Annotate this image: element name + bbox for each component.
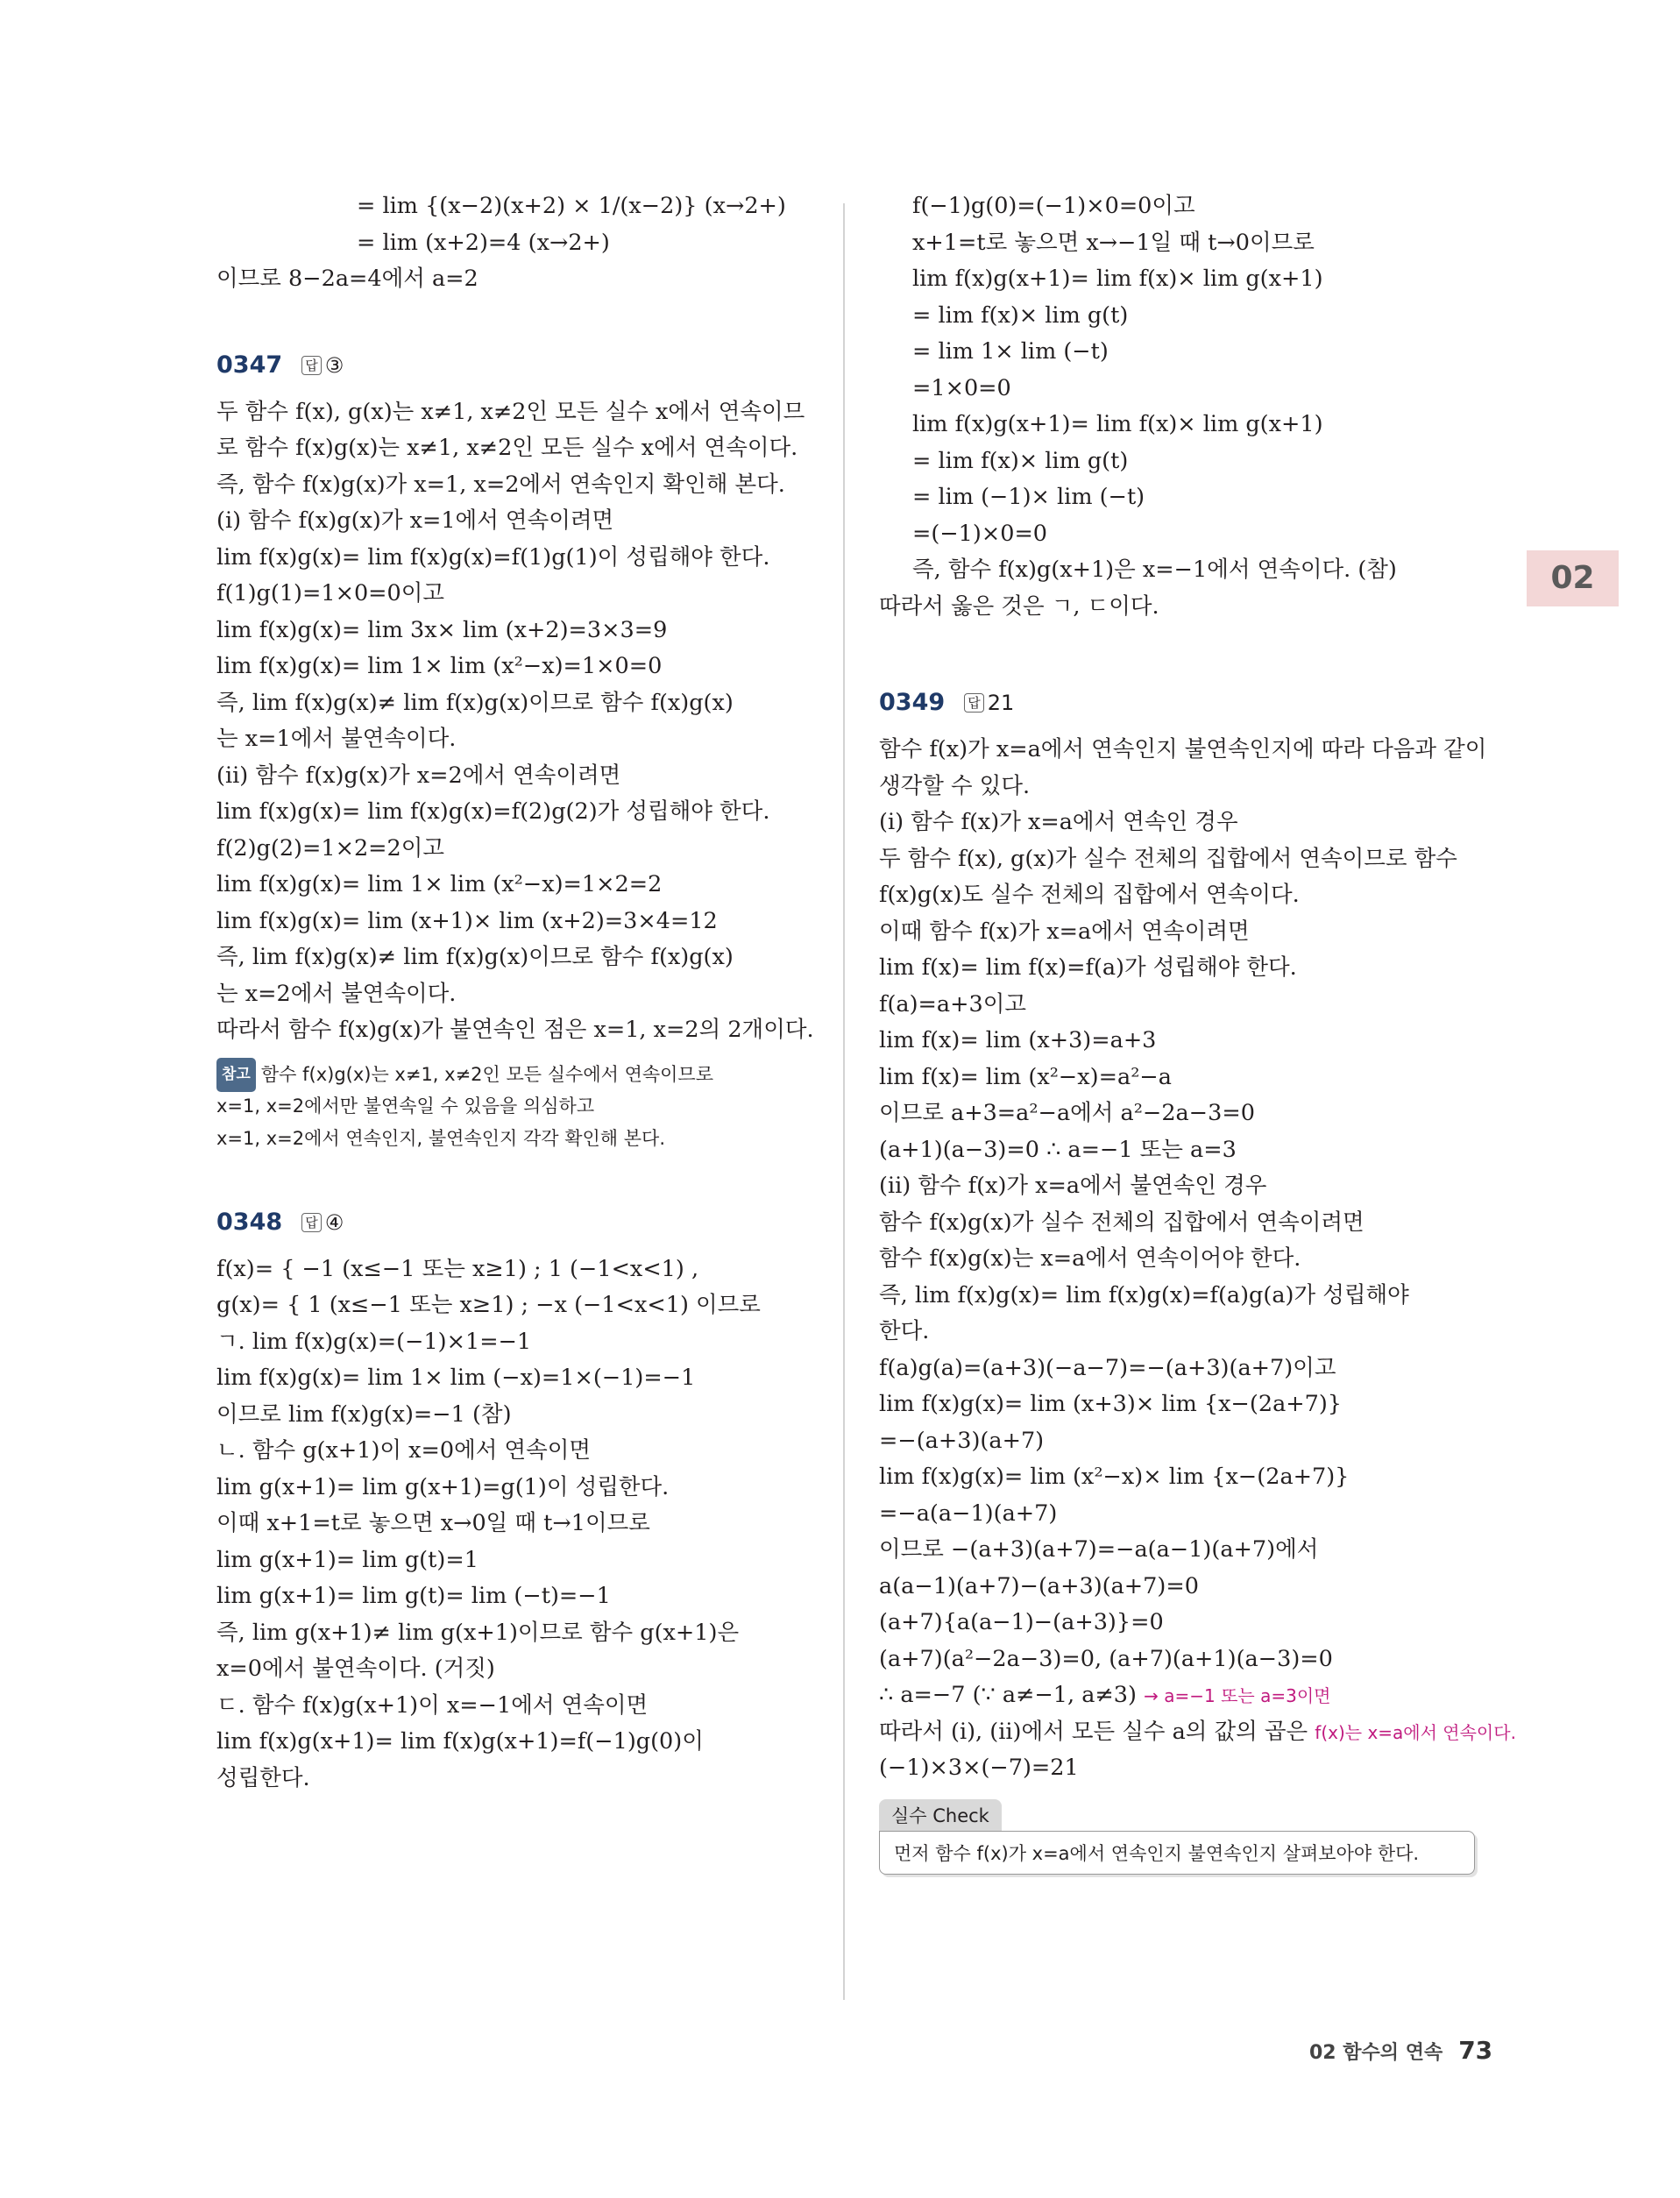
solution-line: lim f(x)g(x)= lim (x+1)× lim (x+2)=3×4=12	[216, 907, 718, 934]
note-line: 함수 f(x)g(x)는 x≠1, x≠2인 모든 실수에서 연속이므로	[260, 1063, 713, 1085]
solution-line: = lim {(x−2)(x+2) × 1/(x−2)} (x→2+)	[357, 193, 786, 219]
solution-line: lim g(x+1)= lim g(x+1)=g(1)이 성립한다.	[216, 1473, 670, 1500]
solution-line: 따라서 함수 f(x)g(x)가 불연속인 점은 x=1, x=2의 2개이다.	[216, 1017, 814, 1043]
solution-text: ∴ a=−7 (∵ a≠−1, a≠3)	[879, 1682, 1137, 1708]
problem-number: 0347	[216, 351, 283, 379]
check-text: 먼저 함수 f(x)가 x=a에서 연속인지 불연속인지 살펴보아야 한다.	[879, 1831, 1475, 1875]
solution-line: 는 x=2에서 불연속이다.	[216, 980, 457, 1007]
solution-line: a(a−1)(a+7)−(a+3)(a+7)=0	[879, 1572, 1199, 1599]
solution-line: = lim (−1)× lim (−t)	[912, 484, 1145, 510]
solution-line: 이때 함수 f(x)가 x=a에서 연속이려면	[879, 918, 1250, 945]
solution-line: f(a)g(a)=(a+3)(−a−7)=−(a+3)(a+7)이고	[879, 1354, 1336, 1381]
solution-line: lim f(x)g(x)= lim 1× lim (x²−x)=1×0=0	[216, 653, 663, 679]
solution-line: x=0에서 불연속이다. (거짓)	[216, 1656, 495, 1682]
solution-line: lim f(x)g(x)= lim (x²−x)× lim {x−(2a+7)}	[879, 1464, 1350, 1490]
solution-line: (a+7){a(a−1)−(a+3)}=0	[879, 1609, 1164, 1635]
solution-line: 함수 f(x)g(x)가 실수 전체의 집합에서 연속이려면	[879, 1209, 1365, 1236]
solution-0348-continued	[879, 188, 1475, 625]
solution-line: f(x)g(x)도 실수 전체의 집합에서 연속이다.	[879, 882, 1300, 908]
solution-line: = lim 1× lim (−t)	[912, 338, 1109, 365]
solution-line: 즉, lim g(x+1)≠ lim g(x+1)이므로 함수 g(x+1)은	[216, 1619, 740, 1646]
footer-chapter: 02 함수의 연속	[1309, 2042, 1443, 2064]
solution-line: 즉, lim f(x)g(x)≠ lim f(x)g(x)이므로 함수 f(x)g(x)	[216, 944, 734, 970]
solution-line: lim f(x)g(x)= lim f(x)g(x)=f(1)g(1)이 성립해야 한다.	[216, 543, 770, 571]
solution-line: 즉, lim f(x)g(x)= lim f(x)g(x)=f(a)g(a)가 성립해야	[879, 1281, 1409, 1308]
solution-line: (ⅰ) 함수 f(x)g(x)가 x=1에서 연속이려면	[216, 507, 614, 534]
solution-line: lim g(x+1)= lim g(t)= lim (−t)=−1	[216, 1583, 611, 1609]
page-number: 73	[1458, 2036, 1493, 2065]
solution-line: ㄷ. 함수 f(x)g(x+1)이 x=−1에서 연속이면	[216, 1691, 649, 1719]
solution-line: = lim (x+2)=4 (x→2+)	[357, 229, 610, 256]
solution-line: lim f(x)g(x)= lim (x+3)× lim {x−(2a+7)}	[879, 1391, 1343, 1417]
solution-line: f(2)g(2)=1×2=2이고	[216, 834, 445, 861]
answer-badge: 답	[301, 1213, 322, 1232]
solution-line: lim f(x)g(x+1)= lim f(x)× lim g(x+1)	[912, 411, 1323, 437]
chapter-tab: 02	[1527, 550, 1619, 606]
left-column	[216, 188, 821, 1797]
solution-line: lim g(x+1)= lim g(t)=1	[216, 1546, 478, 1573]
note-tag: 참고	[216, 1058, 256, 1092]
solution-line: x+1=t로 놓으면 x→−1일 때 t→0이므로	[912, 229, 1315, 256]
solution-line: f(1)g(1)=1×0=0이고	[216, 580, 445, 606]
check-label: 실수 Check	[879, 1799, 1002, 1831]
solution-line: lim f(x)g(x)= lim 1× lim (x²−x)=1×2=2	[216, 871, 663, 897]
reference-note	[216, 1058, 821, 1155]
answer-badge: 답	[301, 356, 322, 375]
solution-line: 는 x=1에서 불연속이다.	[216, 726, 457, 752]
answer	[964, 691, 1014, 715]
page-footer	[1309, 2036, 1492, 2065]
solution-line: 두 함수 f(x), g(x)는 x≠1, x≠2인 모든 실수 x에서 연속이므	[216, 398, 805, 425]
solution-line: lim f(x)g(x+1)= lim f(x)× lim g(x+1)	[912, 266, 1323, 292]
solution-line: g(x)= { 1 (x≤−1 또는 x≥1) ; −x (−1<x<1) 이므로	[216, 1292, 761, 1318]
problem-number: 0348	[216, 1208, 283, 1236]
solution-line: 한다.	[879, 1318, 930, 1344]
answer-badge: 답	[964, 693, 984, 713]
solution-line: (ⅱ) 함수 f(x)가 x=a에서 불연속인 경우	[879, 1173, 1267, 1199]
solution-0348	[216, 1251, 821, 1797]
solution-line: ㄴ. 함수 g(x+1)이 x=0에서 연속이면	[216, 1437, 592, 1464]
solution-0349	[879, 732, 1516, 1787]
solution-line: lim f(x)= lim (x+3)=a+3	[879, 1027, 1157, 1053]
solution-line: lim f(x)= lim f(x)=f(a)가 성립해야 한다.	[879, 954, 1297, 981]
solution-line: f(x)= { −1 (x≤−1 또는 x≥1) ; 1 (−1<x<1) ,	[216, 1255, 699, 1282]
solution-0347	[216, 394, 821, 1049]
problem-header-0348	[216, 1194, 821, 1251]
annotation: f(x)는 x=a에서 연속이다.	[1315, 1721, 1516, 1743]
solution-line: (a+1)(a−3)=0 ∴ a=−1 또는 a=3	[879, 1136, 1237, 1163]
problem-header-0347	[216, 337, 821, 394]
mistake-check-box	[879, 1799, 1475, 1875]
solution-line: =−a(a−1)(a+7)	[879, 1500, 1058, 1527]
answer-value: 21	[987, 691, 1015, 715]
answer-value: ③	[324, 352, 344, 378]
solution-line: 생각할 수 있다.	[879, 772, 1031, 799]
solution-line: 이므로 −(a+3)(a+7)=−a(a−1)(a+7)에서	[879, 1536, 1319, 1563]
solution-line: 이므로 a+3=a²−a에서 a²−2a−3=0	[879, 1100, 1255, 1126]
solution-line: f(−1)g(0)=(−1)×0=0이고	[912, 193, 1195, 219]
note-line: x=1, x=2에서 연속인지, 불연속인지 각각 확인해 본다.	[216, 1127, 665, 1149]
solution-line: (ⅰ) 함수 f(x)가 x=a에서 연속인 경우	[879, 809, 1238, 835]
problem-number: 0349	[879, 689, 946, 716]
solution-line: = lim f(x)× lim g(t)	[912, 447, 1129, 474]
answer	[301, 353, 344, 378]
problem-header-0349	[879, 674, 1475, 732]
solution-line: lim f(x)g(x)= lim f(x)g(x)=f(2)g(2)가 성립해야 한다.	[216, 798, 770, 825]
solution-line: 이므로 8−2a=4에서 a=2	[216, 266, 478, 292]
solution-line: (ⅱ) 함수 f(x)g(x)가 x=2에서 연속이려면	[216, 762, 621, 789]
solution-line	[879, 1714, 1516, 1751]
solution-line: lim f(x)g(x+1)= lim f(x)g(x+1)=f(−1)g(0)이	[216, 1728, 704, 1755]
solution-line: 이때 x+1=t로 놓으면 x→0일 때 t→1이므로	[216, 1510, 650, 1536]
solution-line: 즉, 함수 f(x)g(x)가 x=1, x=2에서 연속인지 확인해 본다.	[216, 471, 785, 498]
column-divider	[843, 203, 845, 2000]
solution-line: ㄱ. lim f(x)g(x)=(−1)×1=−1	[216, 1328, 532, 1355]
solution-line: (a+7)(a²−2a−3)=0, (a+7)(a+1)(a−3)=0	[879, 1645, 1333, 1672]
solution-line: 함수 f(x)g(x)는 x=a에서 연속이어야 한다.	[879, 1245, 1301, 1272]
solution-line: =(−1)×0=0	[912, 520, 1048, 547]
solution-line: lim f(x)= lim (x²−x)=a²−a	[879, 1063, 1172, 1090]
solution-line: 로 함수 f(x)g(x)는 x≠1, x≠2인 모든 실수 x에서 연속이다.	[216, 435, 798, 461]
solution-line: (−1)×3×(−7)=21	[879, 1755, 1079, 1781]
solution-line: 함수 f(x)가 x=a에서 연속인지 불연속인지에 따라 다음과 같이	[879, 736, 1487, 762]
answer	[301, 1210, 344, 1235]
solution-line	[879, 1677, 1475, 1714]
right-column	[879, 188, 1516, 1875]
solution-line: = lim f(x)× lim g(t)	[912, 301, 1129, 329]
solution-line: f(a)=a+3이고	[879, 990, 1026, 1017]
note-line: x=1, x=2에서만 불연속일 수 있음을 의심하고	[216, 1095, 595, 1117]
annotation: → a=−1 또는 a=3이면	[1144, 1685, 1331, 1706]
solution-line: 즉, 함수 f(x)g(x+1)은 x=−1에서 연속이다. (참)	[912, 557, 1397, 583]
answer-value: ④	[324, 1209, 344, 1235]
solution-line: =−(a+3)(a+7)	[879, 1427, 1045, 1454]
solution-line: =1×0=0	[912, 374, 1011, 401]
solution-line: lim f(x)g(x)= lim 3x× lim (x+2)=3×3=9	[216, 616, 668, 643]
solution-line: lim f(x)g(x)= lim 1× lim (−x)=1×(−1)=−1	[216, 1365, 696, 1391]
solution-line: 이므로 lim f(x)g(x)=−1 (참)	[216, 1400, 512, 1428]
solution-line: 즉, lim f(x)g(x)≠ lim f(x)g(x)이므로 함수 f(x)g(x)	[216, 689, 734, 716]
solution-text: 따라서 (ⅰ), (ⅱ)에서 모든 실수 a의 값의 곱은	[879, 1718, 1308, 1745]
solution-line: 성립한다.	[216, 1764, 310, 1791]
solution-line: 두 함수 f(x), g(x)가 실수 전체의 집합에서 연속이므로 함수	[879, 845, 1457, 872]
solution-line: 따라서 옳은 것은 ㄱ, ㄷ이다.	[879, 592, 1159, 620]
